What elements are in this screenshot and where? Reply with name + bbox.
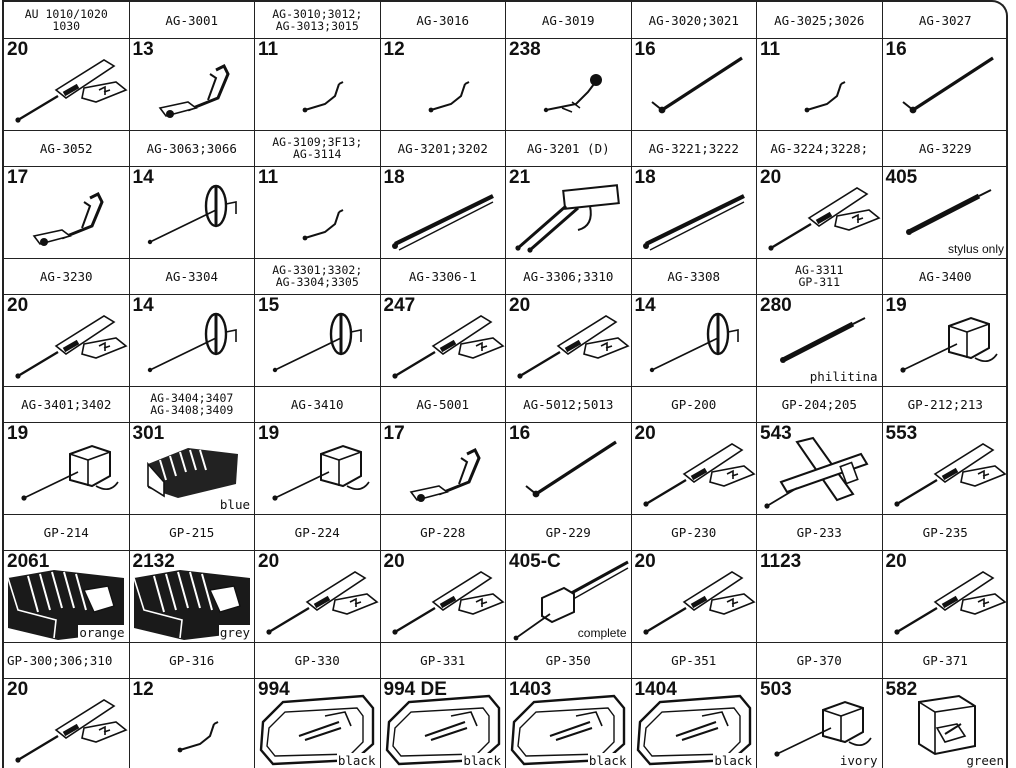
model-number-label: GP-331 <box>381 642 507 678</box>
color-note: green <box>966 753 1004 768</box>
model-number-label: AG-3306;3310 <box>506 258 632 294</box>
part-number: 14 <box>132 167 154 188</box>
stylus-image-row <box>4 294 1006 387</box>
stylus-image-row <box>4 550 1006 643</box>
model-number-label: AG-3201;3202 <box>381 130 507 166</box>
part-number: 21 <box>509 167 531 188</box>
stylus-cell <box>632 294 758 386</box>
model-header-row <box>4 386 1006 423</box>
part-number: 14 <box>634 295 656 316</box>
part-number: 18 <box>634 167 656 188</box>
model-number-label: GP-351 <box>632 642 758 678</box>
model-number-label: AG-3025;3026 <box>757 2 883 38</box>
part-number: 20 <box>383 551 405 572</box>
part-number: 1123 <box>760 551 802 572</box>
model-number-label: AG-3308 <box>632 258 758 294</box>
part-number: 405 <box>885 167 918 188</box>
model-number-label: AG-3001 <box>130 2 256 38</box>
part-number: 16 <box>885 39 907 60</box>
stylus-cell <box>130 678 256 768</box>
model-number-label: AG-3306-1 <box>381 258 507 294</box>
part-number: 1403 <box>509 679 552 700</box>
stylus-cell <box>381 294 507 386</box>
model-number-label: AG-3019 <box>506 2 632 38</box>
stylus-cell <box>255 294 381 386</box>
stylus-cell <box>4 422 130 514</box>
part-number: 2061 <box>7 551 50 572</box>
stylus-cell <box>4 678 130 768</box>
part-number: 11 <box>760 39 781 60</box>
stylus-cell <box>381 422 507 514</box>
stylus-cell <box>883 38 1009 130</box>
stylus-cell <box>757 550 883 642</box>
part-number: 17 <box>383 423 405 444</box>
color-note: ivory <box>839 753 878 768</box>
stylus-cell <box>506 678 632 768</box>
stylus-cell <box>883 550 1009 642</box>
part-number: 19 <box>7 423 29 444</box>
stylus-cell <box>255 166 381 258</box>
part-number: 247 <box>383 295 416 316</box>
part-number: 15 <box>258 295 280 316</box>
part-number: 18 <box>383 167 405 188</box>
part-number: 20 <box>509 295 531 316</box>
stylus-cell <box>632 550 758 642</box>
stylus-cell <box>506 166 632 258</box>
part-number: 301 <box>132 423 165 444</box>
stylus-cell <box>130 38 256 130</box>
stylus-image-row <box>4 38 1006 131</box>
model-number-label: AG-3016 <box>381 2 507 38</box>
part-number: 19 <box>885 295 907 316</box>
model-number-label: AG-3410 <box>255 386 381 422</box>
stylus-cell <box>255 550 381 642</box>
stylus-cell <box>883 294 1009 386</box>
model-number-label: AG-3109;3F13; AG-3114 <box>255 130 381 166</box>
model-number-label: AG-3020;3021 <box>632 2 758 38</box>
stylus-cell <box>506 38 632 130</box>
stylus-cell <box>381 166 507 258</box>
part-number: 503 <box>760 679 792 700</box>
model-number-label: AG-3401;3402 <box>4 386 130 422</box>
stylus-cell <box>757 38 883 130</box>
model-header-row <box>4 2 1006 39</box>
part-number: 994 <box>258 679 290 700</box>
stylus-cell <box>757 294 883 386</box>
part-number: 17 <box>7 167 29 188</box>
stylus-cell <box>632 166 758 258</box>
color-note: black <box>588 753 627 768</box>
color-note: grey <box>219 625 250 640</box>
stylus-cell <box>4 38 130 130</box>
model-number-label: AG-3229 <box>918 140 972 156</box>
stylus-cell <box>632 422 758 514</box>
model-number-label: GP-370 <box>757 642 883 678</box>
stylus-image-row <box>4 166 1006 259</box>
stylus-cell <box>130 422 256 514</box>
part-number: 11 <box>258 39 279 60</box>
model-number-label: AG-3224;3228; <box>757 130 883 166</box>
model-number-label: AG-3400 <box>918 268 972 284</box>
part-number: 13 <box>132 39 154 60</box>
color-note: orange <box>79 625 125 640</box>
stylus-cell <box>255 422 381 514</box>
stylus-image-row <box>4 678 1006 768</box>
part-number: 20 <box>885 551 907 572</box>
model-number-label: AG-3404;3407 AG-3408;3409 <box>130 386 256 422</box>
part-number: 20 <box>7 679 29 700</box>
color-note: complete <box>577 626 627 640</box>
part-number: 238 <box>509 39 541 60</box>
model-number-label: GP-371 <box>922 652 968 668</box>
stylus-cell <box>757 678 883 768</box>
part-number: 16 <box>634 39 656 60</box>
color-note: black <box>714 753 752 768</box>
model-number-label: AG-3201 (D) <box>506 130 632 166</box>
part-number: 405-C <box>509 551 561 572</box>
model-number-label: GP-330 <box>255 642 381 678</box>
part-number: 20 <box>7 295 29 316</box>
stylus-cell <box>130 550 256 642</box>
part-number: 20 <box>7 39 29 60</box>
part-number: 994 DE <box>383 679 447 700</box>
model-number-label: GP-215 <box>130 514 256 550</box>
stylus-cell <box>883 166 1009 258</box>
stylus-image-row <box>4 422 1006 515</box>
part-number: 20 <box>634 423 656 444</box>
stylus-cell <box>4 550 130 642</box>
model-number-label: GP-212;213 <box>907 396 983 412</box>
model-number-label: GP-233 <box>757 514 883 550</box>
model-number-label: AG-3063;3066 <box>130 130 256 166</box>
stylus-cell <box>506 294 632 386</box>
part-number: 12 <box>132 679 154 700</box>
part-number: 19 <box>258 423 280 444</box>
model-number-label: AG-5001 <box>381 386 507 422</box>
model-number-label: GP-200 <box>632 386 758 422</box>
model-header-row <box>4 130 1006 167</box>
stylus-cell <box>632 678 758 768</box>
stylus-cell <box>506 422 632 514</box>
part-number: 582 <box>885 679 918 700</box>
model-number-label: AG-3301;3302; AG-3304;3305 <box>255 258 381 294</box>
model-number-label: AG-3230 <box>4 258 130 294</box>
color-note: stylus only <box>947 242 1004 256</box>
model-number-label: GP-230 <box>632 514 758 550</box>
model-number-label: AG-3221;3222 <box>632 130 758 166</box>
stylus-catalog-table <box>2 0 1008 768</box>
part-number: 2132 <box>132 551 175 572</box>
model-number-label: GP-224 <box>255 514 381 550</box>
part-number: 1404 <box>634 679 677 700</box>
stylus-cell <box>4 166 130 258</box>
stylus-cell <box>381 678 507 768</box>
part-number: 20 <box>760 167 782 188</box>
part-number: 543 <box>760 423 792 444</box>
model-header-row <box>4 514 1006 551</box>
stylus-cell <box>506 550 632 642</box>
stylus-cell <box>381 550 507 642</box>
part-number: 20 <box>258 551 280 572</box>
model-number-label: AG-3311 GP-311 <box>757 258 883 294</box>
model-number-label: GP-214 <box>4 514 130 550</box>
model-number-label: GP-228 <box>381 514 507 550</box>
model-number-label: AG-5012;5013 <box>506 386 632 422</box>
model-number-label: AG-3010;3012; AG-3013;3015 <box>255 2 381 38</box>
model-number-label: GP-235 <box>922 524 968 540</box>
model-header-row <box>4 642 1006 679</box>
model-number-label: AU 1010/1020 1030 <box>4 2 130 38</box>
color-note: black <box>463 753 501 768</box>
model-number-label: GP-316 <box>130 642 256 678</box>
stylus-cell <box>130 294 256 386</box>
color-note: philitina <box>809 369 878 384</box>
model-header-row <box>4 258 1006 295</box>
stylus-cell <box>255 38 381 130</box>
color-note: black <box>337 753 376 768</box>
model-number-label: AG-3052 <box>4 130 130 166</box>
model-number-label: AG-3027 <box>918 12 972 28</box>
model-number-label: AG-3304 <box>130 258 256 294</box>
stylus-cell <box>130 166 256 258</box>
part-number: 16 <box>509 423 531 444</box>
stylus-cell <box>883 678 1009 768</box>
part-number: 11 <box>258 167 279 188</box>
model-number-label: GP-204;205 <box>757 386 883 422</box>
stylus-cell <box>4 294 130 386</box>
color-note: blue <box>219 497 250 512</box>
part-number: 553 <box>885 423 918 444</box>
part-number: 12 <box>383 39 405 60</box>
stylus-cell <box>381 38 507 130</box>
part-number: 14 <box>132 295 154 316</box>
part-number: 280 <box>760 295 792 316</box>
part-number: 20 <box>634 551 656 572</box>
stylus-cell <box>632 38 758 130</box>
model-number-label: GP-229 <box>506 514 632 550</box>
stylus-cell <box>883 422 1009 514</box>
model-number-label: GP-350 <box>506 642 632 678</box>
stylus-cell <box>757 166 883 258</box>
stylus-cell <box>255 678 381 768</box>
stylus-cell <box>757 422 883 514</box>
model-number-label: GP-300;306;310 <box>4 642 130 678</box>
